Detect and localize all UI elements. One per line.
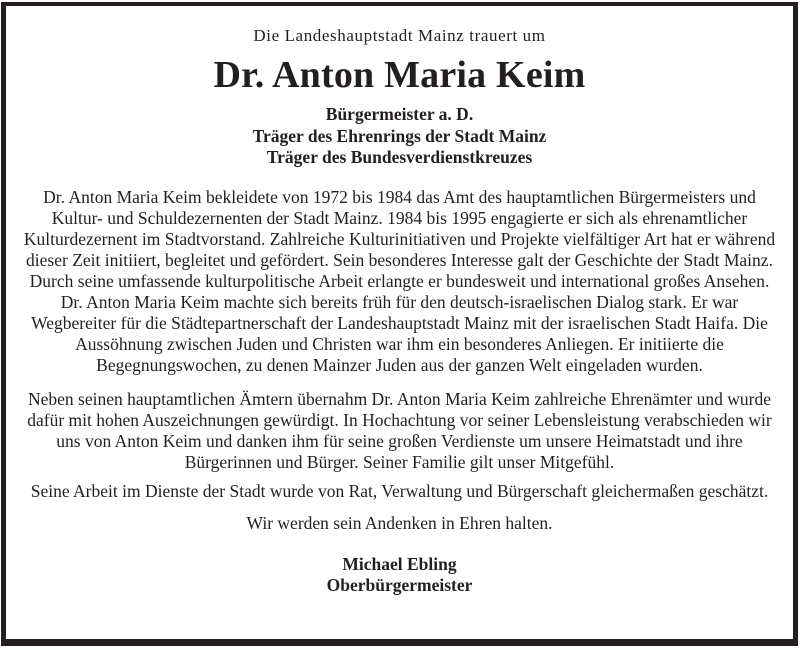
signature-block xyxy=(20,554,779,597)
honor-bundesverdienstkreuz: Träger des Bundesverdienstkreuzes xyxy=(266,147,533,167)
honors-list xyxy=(20,104,779,169)
deceased-name-heading: Dr. Anton Maria Keim xyxy=(213,54,586,96)
obituary-content xyxy=(6,6,793,597)
obituary-notice xyxy=(1,2,798,646)
paragraph-remembrance: Wir werden sein Andenken in Ehren halten. xyxy=(246,512,553,533)
paragraph-career: Dr. Anton Maria Keim bekleidete von 1972 bis 1984 das Amt des hauptamtlichen Bürgermeisters und Kultur- und Schuldezernenten der Stadt Mainz. 1984 bis 1995 engagierte er sich als ehrenamtlicher Kulturdezernent im Stadtvorstand. Zahlreiche Kulturinitiativen und Projekte vielfältiger Art hat er während dieser Zeit initiiert, begleitet und gefördert. Sein besonderes Interesse galt der Geschichte der Stadt Mainz. Durch seine umfassende kulturpolitische Arbeit erlangte er bundesweit und international großes Ansehen. Dr. Anton Maria Keim machte sich bereits früh für den deutsch-israelischen Dialog stark. Er war Wegbereiter für die Städtepartnerschaft der Landeshauptstadt Mainz mit der israelischen Stadt Haifa. Die Aussöhnung zwischen Juden und Christen war ihm ein besonderes Anliegen. Er initiierte die Begegnungswochen, zu denen Mainzer Juden aus der ganzen Welt eingeladen wurden. xyxy=(23,186,776,375)
honor-title: Bürgermeister a. D. xyxy=(325,104,474,124)
intro-line: Die Landeshauptstadt Mainz trauert um xyxy=(253,26,546,45)
signature-name: Michael Ebling xyxy=(342,553,457,574)
honor-ehrenring: Träger des Ehrenrings der Stadt Mainz xyxy=(252,125,547,146)
signature-title: Oberbürgermeister xyxy=(326,575,473,595)
paragraph-appreciation: Seine Arbeit im Dienste der Stadt wurde von Rat, Verwaltung und Bürgerschaft gleichermaßen geschätzt. xyxy=(30,480,769,501)
paragraph-honorary-offices: Neben seinen hauptamtlichen Ämtern übernahm Dr. Anton Maria Keim zahlreiche Ehrenämter und wurde dafür mit hohen Auszeichnungen gewürdigt. In Hochachtung vor seiner Lebensleistung verabschieden wir uns von Anton Keim und danken ihm für seine großen Verdienste um unsere Heimatstadt und ihre Bürgerinnen und Bürger. Seiner Familie gilt unser Mitgefühl. xyxy=(27,388,772,472)
